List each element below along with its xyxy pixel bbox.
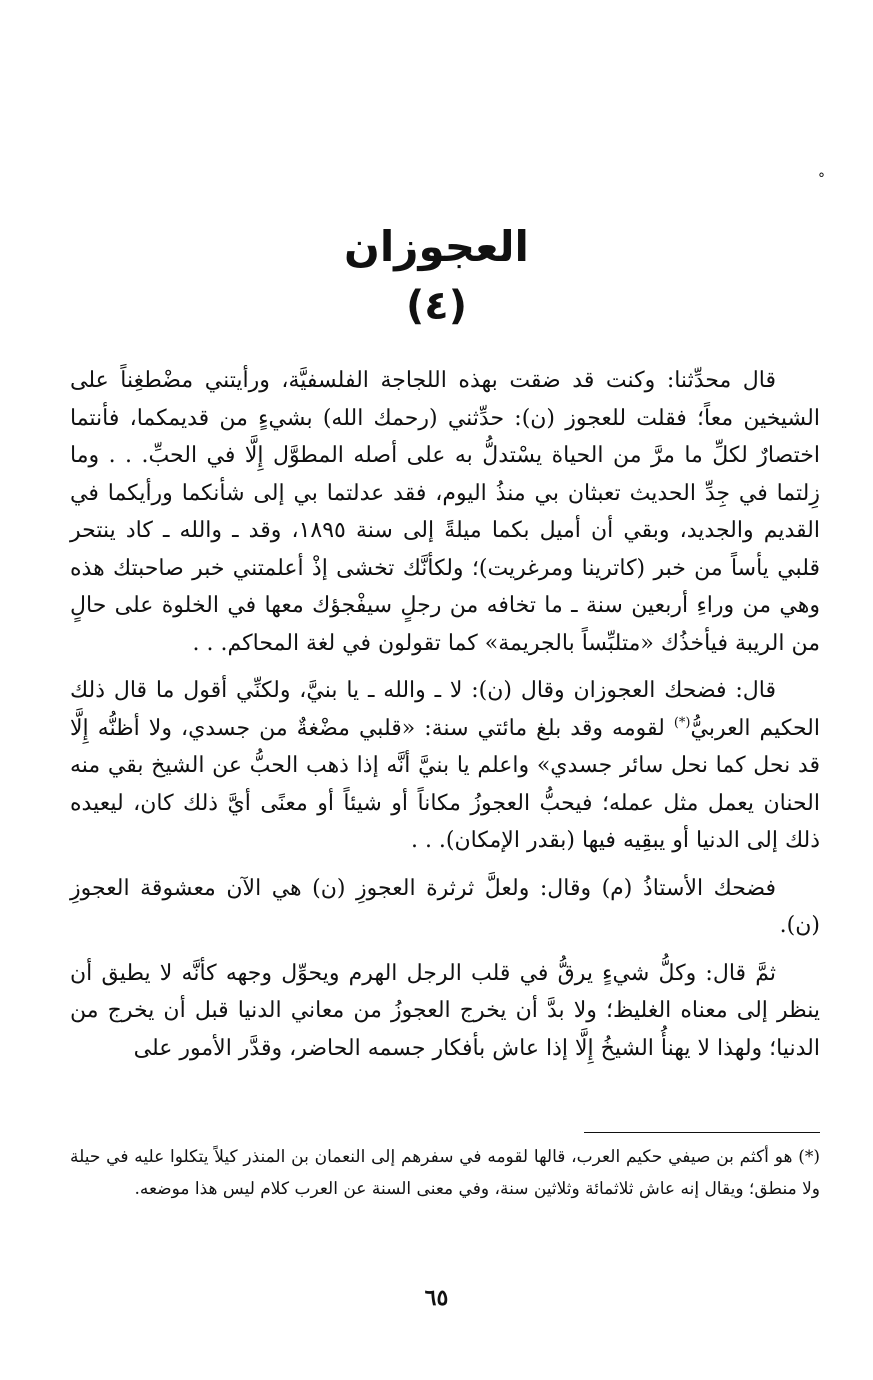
paragraph: قال محدِّثنا: وكنت قد ضقت بهذه اللجاجة الفلسفيَّة، ورأيتني مضْطغِناً على الشيخين معاً؛ فقلت للعجوز (ن): حدِّثني (رحمك الله) بشيءٍ من قديمكما، فأنتما اختصارٌ لكلِّ ما مرَّ من الحياة يسْتدلُّ به على أصله المطوَّل إِلَّا في الحبِّ. . . وما زِلتما في جِدِّ الحديث تعبثان بي منذُ اليوم، فقد عدلتما بي إلى شأنكما ورأيكما في القديم والجديد، وبقي أن أميل بكما ميلةً إلى سنة ١٨٩٥، وقد ـ والله ـ كاد ينتحر قلبي يأساً من خبر (كاترينا ومرغريت)؛ ولكأنَّك تخشى إذْ أعلمتني خبر صاحبتك هذه وهي من وراءِ أربعين سنة ـ ما تخافه من رجلٍ سيفْجؤك معها في الخلوة على حالٍ من الريبة فيأخذُك «متلبِّساً بالجريمة» كما تقولون في لغة المحاكم. . . bbox=[70, 368, 820, 656]
body-text bbox=[70, 362, 820, 1067]
page-number: ٦٥ bbox=[424, 1285, 449, 1311]
paragraph-text: قال: فضحك العجوزان وقال (ن): لا ـ والله ـ يا بنيَّ، ولكنِّي أقول ما قال ذلك الحكيم العربيُّ bbox=[70, 678, 820, 741]
chapter-title: العجوزان bbox=[344, 222, 529, 271]
paragraph-text: لقومه وقد بلغ مائتي سنة: «قلبي مضْغةٌ من جسدي، ولا أظنُّه إِلَّا قد نحل كما نحل سائر جسدي» واعلم يا بنيَّ أنَّه إذا ذهب الحبُّ عن الشيخ بقي منه الحنان يعمل مثل عمله؛ فيحبُّ العجوزُ مكاناً أو شيئاً أو معنًى أيَّ ذلك كان، ليعيده ذلك إلى الدنيا أو يبقِيه فيها (بقدر الإمكان). . . bbox=[70, 715, 820, 853]
corner-mark: ° bbox=[818, 171, 825, 187]
footnote-reference: (*) bbox=[673, 715, 691, 731]
chapter-number: (٤) bbox=[406, 283, 467, 329]
footnote-divider bbox=[584, 1132, 820, 1133]
footnote: (*) هو أكثم بن صيفي حكيم العرب، قالها لقومه في سفرهم إلى النعمان بن المنذر كيلاً يتكلوا عليه في حيلة ولا منطق؛ ويقال إنه عاش ثلاثمائة وثلاثين سنة، وفي معنى السنة عن العرب كلام ليس هذا موضعه. bbox=[70, 1147, 820, 1199]
paragraph bbox=[70, 672, 820, 860]
paragraph: ثمَّ قال: وكلُّ شيءٍ يرقُّ في قلب الرجل الهرم ويحوِّل وجهه كأنَّه لا يطيق أن ينظر إلى معناه الغليظ؛ ولا بدَّ أن يخرج العجوزُ من معاني الدنيا قبل أن يخرج من الدنيا؛ ولهذا لا يهنأُ الشيخُ إِلَّا إذا عاش بأفكار جسمه الحاضر، وقدَّر الأمور على bbox=[70, 960, 820, 1061]
paragraph: فضحك الأستاذُ (م) وقال: ولعلَّ ثرثرة العجوزِ (ن) هي الآن معشوقة العجوزِ (ن). bbox=[70, 875, 820, 938]
